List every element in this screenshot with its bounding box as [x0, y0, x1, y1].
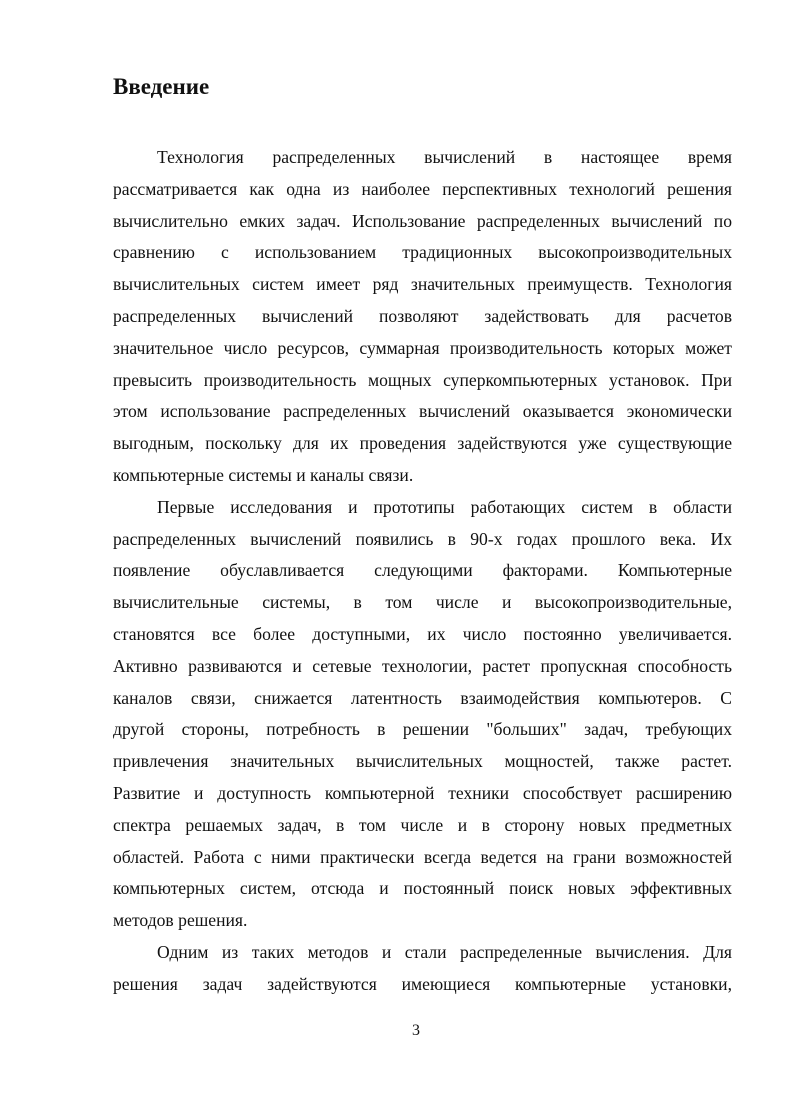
text-line: этом использование распределенных вычислений оказывается экономически: [113, 401, 732, 422]
paragraph: [113, 492, 732, 937]
text-line: компьютерных систем, отсюда и постоянный поиск новых эффективных: [113, 878, 732, 899]
text-line: рассматривается как одна из наиболее перспективных технологий решения: [113, 178, 732, 199]
text-line: областей. Работа с ними практически всегда ведется на грани возможностей: [113, 846, 732, 867]
text-line: распределенных вычислений появились в 90-х годах прошлого века. Их: [113, 528, 732, 549]
text-line: превысить производительность мощных суперкомпьютерных установок. При: [113, 369, 732, 390]
text-line: привлечения значительных вычислительных мощностей, также растет.: [113, 751, 732, 772]
text-line: распределенных вычислений позволяют задействовать для расчетов: [113, 305, 732, 326]
text-line: вычислительно емких задач. Использование распределенных вычислений по: [113, 210, 732, 231]
text-line: другой стороны, потребность в решении "больших" задач, требующих: [113, 719, 732, 740]
text-line: значительное число ресурсов, суммарная производительность которых может: [113, 337, 732, 358]
text-line: сравнению с использованием традиционных высокопроизводительных: [113, 242, 732, 263]
text-line: спектра решаемых задач, в том числе и в сторону новых предметных: [113, 814, 732, 835]
text-line: Первые исследования и прототипы работающих систем в области: [157, 496, 732, 517]
text-line: Активно развиваются и сетевые технологии, растет пропускная способность: [113, 655, 732, 676]
paragraph: [113, 142, 732, 492]
text-line: вычислительные системы, в том числе и высокопроизводительные,: [113, 592, 732, 613]
section-title: Введение: [113, 74, 210, 99]
text-line: становятся все более доступными, их число постоянно увеличивается.: [113, 623, 732, 644]
text-line: Технология распределенных вычислений в настоящее время: [157, 147, 732, 167]
text-line: Развитие и доступность компьютерной техники способствует расширению: [113, 782, 732, 803]
text-line: методов решения.: [113, 910, 248, 931]
text-line: появление обуславливается следующими факторами. Компьютерные: [113, 560, 732, 581]
text-line: каналов связи, снижается латентность взаимодействия компьютеров. С: [113, 687, 732, 708]
text-line: Одним из таких методов и стали распределенные вычисления. Для: [157, 941, 732, 962]
paragraph: [113, 937, 732, 1001]
text-line: решения задач задействуются имеющиеся компьютерные установки,: [113, 973, 732, 994]
page-number: 3: [412, 1022, 420, 1039]
text-line: выгодным, поскольку для их проведения задействуются уже существующие: [113, 433, 732, 454]
text-line: вычислительных систем имеет ряд значительных преимуществ. Технология: [113, 274, 732, 295]
text-line: компьютерные системы и каналы связи.: [113, 464, 414, 485]
document-body: [113, 142, 732, 1001]
